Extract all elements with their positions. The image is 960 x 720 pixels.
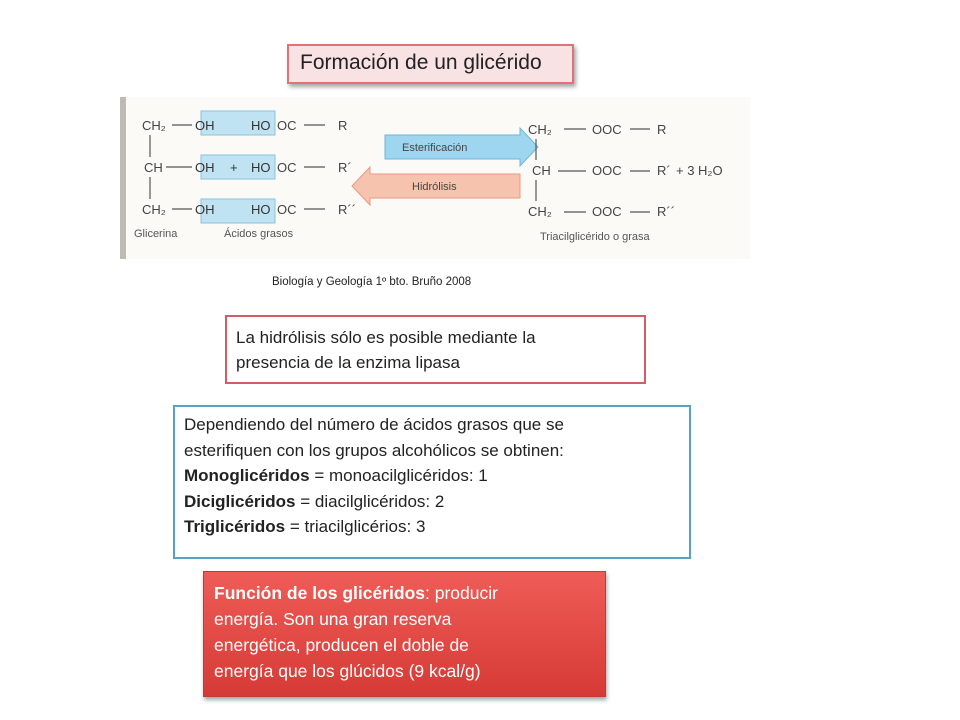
product-r-1: R (657, 122, 667, 137)
classification-detail: = diacilglicéridos: 2 (295, 491, 445, 511)
function-line: energética, producen el doble de (214, 635, 469, 655)
label-fatty-acids: Ácidos grasos (224, 228, 294, 240)
image-credit: Biología y Geología 1º bto. Bruño 2008 (272, 276, 472, 288)
reactant-ch-3: CH₂ (142, 202, 166, 217)
product-ch-1: CH₂ (528, 122, 552, 137)
acid-r-2: R´ (338, 160, 352, 175)
oc-1: OC (277, 118, 297, 133)
acid-r-3: R´´ (338, 202, 357, 217)
plus-sign: + (230, 160, 238, 175)
product-ch-2: CH (532, 163, 551, 178)
reactant-ch-2: CH (144, 160, 163, 175)
product-r-3: R´´ (657, 204, 676, 219)
hydrolysis-note (225, 315, 646, 384)
ho-1: HO (251, 118, 271, 133)
hydrolysis-note-line: presencia de la enzima lipasa (236, 353, 460, 372)
classification-item (184, 489, 689, 515)
oc-3: OC (277, 202, 297, 217)
function-line: energía que los glúcidos (9 kcal/g) (214, 661, 481, 681)
classification-intro: esterifiquen con los grupos alcohólicos se obtinen: (184, 440, 564, 460)
classification-detail: = monoacilglicéridos: 1 (309, 466, 488, 485)
classification-item (184, 514, 689, 540)
product-r-2: R´ (657, 163, 671, 178)
oh-3: OH (195, 202, 215, 217)
label-glycerin: Glicerina (134, 228, 178, 240)
reactant-ch-1: CH₂ (142, 118, 166, 133)
oh-2: OH (195, 160, 215, 175)
water-term: + 3 H₂O (676, 163, 723, 178)
classification-term: Monoglicéridos (184, 466, 310, 485)
ooc-3: OOC (592, 204, 622, 219)
esterification-label: Esterificación (402, 142, 468, 154)
oh-1: OH (195, 118, 215, 133)
ooc-1: OOC (592, 122, 622, 137)
glyceride-formation-scheme (120, 97, 750, 259)
classification-term: Diciglicéridos (184, 491, 296, 511)
classification-intro: Dependiendo del número de ácidos grasos que se (184, 415, 564, 434)
product-ch-3: CH₂ (528, 204, 552, 219)
scheme-left-edge (120, 97, 126, 259)
slide-title: Formación de un glicérido (287, 44, 574, 84)
ho-3: HO (251, 202, 271, 217)
classification-item (184, 463, 689, 489)
function-term: Función de los glicéridos (214, 583, 425, 603)
classification-detail: = triacilglicérios: 3 (285, 517, 426, 536)
function-line (214, 580, 605, 606)
oc-2: OC (277, 160, 297, 175)
function-line: energía. Son una gran reserva (214, 609, 452, 629)
hydrolysis-note-line: La hidrólisis sólo es posible mediante la (236, 328, 536, 347)
glyceride-classification (173, 405, 691, 559)
classification-term: Triglicéridos (184, 517, 286, 536)
function-text: : producir (425, 583, 498, 603)
ooc-2: OOC (592, 163, 622, 178)
label-triacylglyceride: Triacilglicérido o grasa (540, 231, 650, 243)
glyceride-function (203, 571, 606, 697)
hydrolysis-label: Hidrólisis (412, 181, 457, 193)
ho-2: HO (251, 160, 271, 175)
acid-r-1: R (338, 118, 348, 133)
